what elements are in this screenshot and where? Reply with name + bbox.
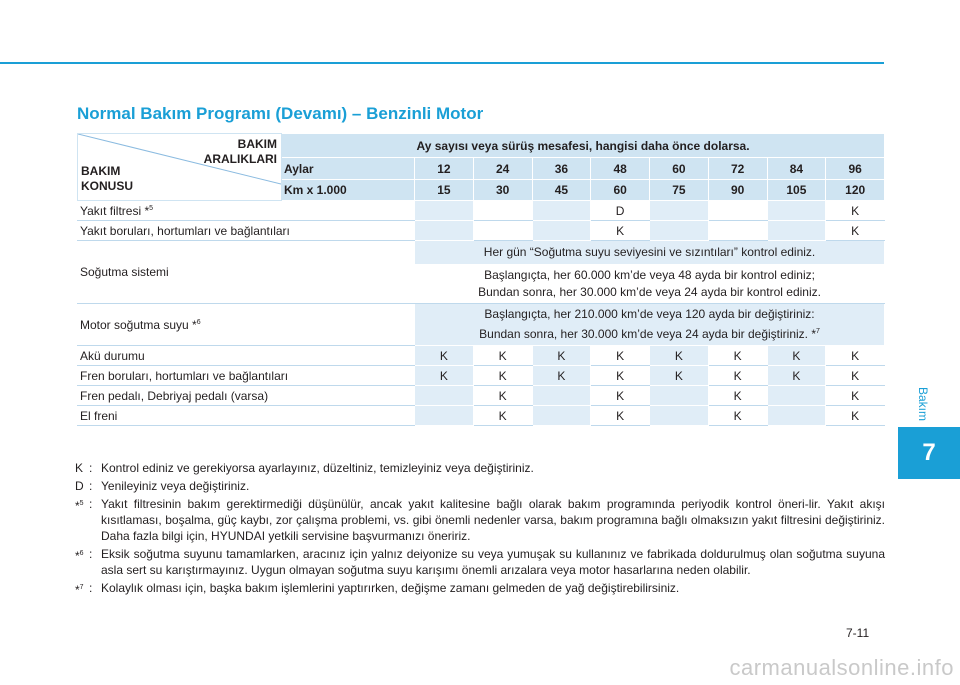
schedule-cell: K	[708, 366, 767, 386]
schedule-cell: K	[532, 346, 591, 366]
row-months-value: 84	[767, 158, 826, 179]
schedule-cell	[767, 201, 826, 221]
schedule-cell	[415, 201, 474, 221]
schedule-cell: K	[532, 366, 591, 386]
table-row	[78, 241, 885, 265]
interval-header: Ay sayısı veya sürüş mesafesi, hangisi daha önce dolarsa.	[282, 134, 885, 158]
km-label: Km x 1.000	[282, 179, 415, 200]
note-6: *$^6$ : Eksik soğutma suyunu tamamlarken, aracınız için yalnız deiyonize su veya yumuşak su kullanınız ve fabrikada doldurulmuş olan soğutma suyuna asla sert su karıştırmayınız. Uygun olmayan soğutma suyu karışımı önemli arızalara veya motor hasarlarına neden olabilir.	[75, 547, 885, 577]
coolant-replace-interval: Başlangıçta, her 210.000 km’de veya 120 ayda bir değiştiriniz: Bundan sonra, her 30.000 km’de veya 24 ayda bir değiştiriniz. *$^7$	[415, 304, 885, 346]
table-row	[78, 304, 885, 346]
table-row	[78, 221, 885, 241]
schedule-cell	[650, 221, 709, 241]
schedule-cell: K	[826, 221, 885, 241]
table-row	[78, 201, 885, 221]
row-km-value: 120	[826, 179, 885, 200]
row-months-value: 36	[532, 158, 591, 179]
schedule-cell: K	[591, 406, 650, 426]
note-d: D : Yenileyiniz veya değiştiriniz.	[75, 479, 250, 493]
maintenance-schedule-table	[77, 133, 885, 426]
schedule-cell: K	[473, 366, 532, 386]
note-5: *$^5$ : Yakıt filtresinin bakım gerektirmediği düşünülür, ancak yakıt kalitesine bağlı olarak bakım programında periyodik kontrol öneri-lir. Yakıt akışı kısıtlaması, boşalma, güç kaybı, zor çalışma problemi, vs. gibi önemli nedenler varsa, bakım programına bağlı olmaksızın yakıt filtresini değiştiriniz. Daha fazla bilgi için, HYUNDAI yetkili servisine başvurmanızı öneririz.	[75, 497, 885, 543]
row-label-battery: Akü durumu	[78, 346, 415, 366]
schedule-cell	[473, 201, 532, 221]
schedule-cell: K	[591, 366, 650, 386]
row-km-value: 105	[767, 179, 826, 200]
schedule-cell: K	[826, 406, 885, 426]
schedule-cell: K	[591, 386, 650, 406]
row-months-value: 96	[826, 158, 885, 179]
chapter-tab: 7	[898, 427, 960, 479]
schedule-cell	[767, 406, 826, 426]
maintenance-interval-label: BAKIM ARALIKLARI	[203, 137, 277, 166]
note-7: *$^7$ : Kolaylık olması için, başka bakım işlemlerini yaptırırken, değişme zamanı gelmeden de yağ değiştirebilirsiniz.	[75, 581, 680, 597]
row-months-value: 48	[591, 158, 650, 179]
row-months-value: 12	[415, 158, 474, 179]
schedule-cell: K	[708, 386, 767, 406]
row-label-cooling-system: Soğutma sistemi	[78, 241, 415, 304]
cooling-interval-check: Başlangıçta, her 60.000 km’de veya 48 ayda bir kontrol ediniz; Bundan sonra, her 30.000 km’de veya 24 ayda bir kontrol ediniz.	[415, 265, 885, 304]
maintenance-item-label: BAKIM KONUSU	[81, 164, 134, 193]
schedule-cell: K	[591, 346, 650, 366]
cooling-daily-check: Her gün “Soğutma suyu seviyesini ve sızıntıları” kontrol ediniz.	[415, 241, 885, 265]
schedule-cell	[650, 386, 709, 406]
schedule-cell: K	[826, 201, 885, 221]
table-row	[78, 406, 885, 426]
row-label-engine-coolant: Motor soğutma suyu *$^6$	[78, 304, 415, 346]
schedule-cell: K	[708, 406, 767, 426]
schedule-cell	[650, 406, 709, 426]
schedule-cell	[532, 221, 591, 241]
schedule-cell: K	[767, 366, 826, 386]
row-months-value: 60	[650, 158, 709, 179]
note-k: K : Kontrol ediniz ve gerekiyorsa ayarlayınız, düzeltiniz, temizleyiniz veya değiştiriniz.	[75, 461, 534, 475]
top-rule	[0, 62, 884, 64]
schedule-cell: K	[415, 366, 474, 386]
schedule-cell	[532, 386, 591, 406]
row-months-value: 24	[473, 158, 532, 179]
schedule-cell: K	[650, 366, 709, 386]
schedule-cell	[532, 406, 591, 426]
schedule-cell	[473, 221, 532, 241]
row-km-value: 15	[415, 179, 474, 200]
schedule-cell	[415, 406, 474, 426]
schedule-cell	[708, 201, 767, 221]
row-km-value: 30	[473, 179, 532, 200]
schedule-cell	[708, 221, 767, 241]
schedule-cell: K	[826, 366, 885, 386]
schedule-cell: K	[650, 346, 709, 366]
table-row	[78, 346, 885, 366]
schedule-cell	[532, 201, 591, 221]
row-km-value: 75	[650, 179, 709, 200]
row-label-brake-lines: Fren boruları, hortumları ve bağlantıları	[78, 366, 415, 386]
row-km-value: 45	[532, 179, 591, 200]
row-km-value: 60	[591, 179, 650, 200]
table-corner-header	[78, 134, 282, 201]
schedule-cell	[650, 201, 709, 221]
legend-notes	[75, 460, 885, 600]
schedule-cell: K	[826, 346, 885, 366]
table-row	[78, 366, 885, 386]
schedule-cell: K	[473, 346, 532, 366]
row-months-value: 72	[708, 158, 767, 179]
schedule-cell: K	[708, 346, 767, 366]
schedule-cell	[767, 221, 826, 241]
section-side-label: Bakım	[916, 386, 930, 421]
row-label-fuel-lines: Yakıt boruları, hortumları ve bağlantıları	[78, 221, 415, 241]
schedule-cell: K	[767, 346, 826, 366]
schedule-cell: K	[826, 386, 885, 406]
schedule-cell: D	[591, 201, 650, 221]
row-label-fuel-filter: Yakıt filtresi *$^5$	[78, 201, 415, 221]
schedule-cell: K	[415, 346, 474, 366]
schedule-cell	[415, 386, 474, 406]
schedule-cell	[415, 221, 474, 241]
schedule-cell	[767, 386, 826, 406]
row-label-parking-brake: El freni	[78, 406, 415, 426]
watermark: carmanualsonline.info	[729, 655, 954, 680]
page-title: Normal Bakım Programı (Devamı) – Benzinli Motor	[77, 104, 484, 123]
row-label-brake-pedal: Fren pedalı, Debriyaj pedalı (varsa)	[78, 386, 415, 406]
row-km-value: 90	[708, 179, 767, 200]
schedule-cell: K	[591, 221, 650, 241]
schedule-cell: K	[473, 406, 532, 426]
page-number: 7-11	[846, 626, 870, 640]
table-row	[78, 386, 885, 406]
months-label: Aylar	[282, 158, 415, 179]
schedule-cell: K	[473, 386, 532, 406]
